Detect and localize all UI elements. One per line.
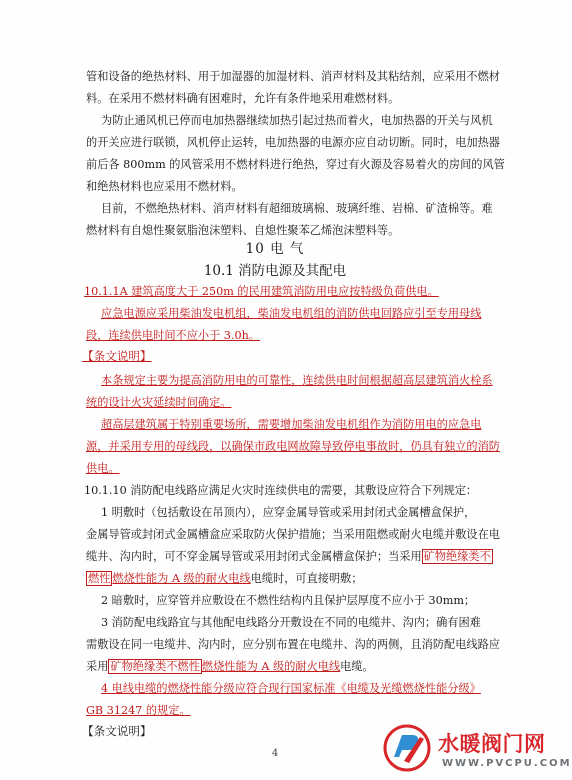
text-run: 电缆。 xyxy=(340,660,374,673)
explanation-line: 本条规定主要为提高消防用电的可靠性，连续供电时间根据超高层建筑消火栓系 xyxy=(101,374,493,387)
paragraph-line: 目前，不燃绝热材料、消声材料有超细玻璃棉、玻璃纤维、岩棉、矿渣棉等。难 xyxy=(101,202,493,215)
chapter-title: 10 电 气 xyxy=(245,241,305,257)
watermark-brand: 水暖阀门网 xyxy=(438,732,546,756)
paragraph-line: 前后各 800mm 的风管采用不燃材料进行绝热，穿过有火源及容易着火的房间的风管 xyxy=(86,158,505,171)
clause-10-1-1a-title: 10.1.1A 建筑高度大于 250m 的民用建筑消防用电应按特级负荷供电。 xyxy=(84,285,439,298)
text-run: 采用 xyxy=(86,660,109,673)
explanation-line: 供电。 xyxy=(86,462,120,475)
clause-line xyxy=(86,546,496,568)
clause-line: GB 31247 的规定。 xyxy=(86,704,191,717)
explanation-line: 超高层建筑属于特别重要场所，需要增加柴油发电机组作为消防用电的应急电 xyxy=(101,418,482,431)
section-title: 10.1 消防电源及其配电 xyxy=(203,263,347,279)
clause-line: 金属导管或封闭式金属槽盒应采取防火保护措施；当采用阻燃或耐火电缆并敷设在电 xyxy=(86,528,500,541)
clause-line: 段，连续供电时间不应小于 3.0h。 xyxy=(86,329,260,342)
watermark-logo xyxy=(382,723,572,778)
paragraph-line: 燃材料有自熄性聚氨脂泡沫塑料、自熄性聚苯乙烯泡沫塑料等。 xyxy=(86,224,400,237)
inserted-phrase: 燃烧性能为 A 级的耐火电线 xyxy=(201,660,341,673)
clause-item-1: 1 明敷时（包括敷设在吊顶内），应穿金属导管或采用封闭式金属槽盒保护， xyxy=(101,506,476,519)
struck-phrase: 矿物绝缘类不燃性 xyxy=(110,660,200,673)
explanation-label: 【条文说明】 xyxy=(82,349,152,363)
clause-item-2: 2 暗敷时，应穿管并应敷设在不燃性结构内且保护层厚度不应小于 30mm； xyxy=(101,594,476,607)
clause-10-1-10-title: 10.1.10 消防配电线路应满足火灾时连续供电的需要，其敷设应符合下列规定： xyxy=(84,484,478,497)
paragraph-line: 管和设备的绝热材料、用于加湿器的加湿材料、消声材料及其粘结剂，应采用不燃材 xyxy=(86,70,500,83)
valve-logo-icon xyxy=(382,723,432,773)
text-run: 电缆时，可直接明敷； xyxy=(250,572,363,585)
paragraph-line: 的开关应进行联锁，风机停止运转，电加热器的电源亦应自动切断。同时，电加热器 xyxy=(86,136,500,149)
watermark-url: WWW.PVCPU.COM xyxy=(442,758,572,769)
explanation-label: 【条文说明】 xyxy=(82,724,152,738)
clause-item-4: 4 电线电缆的燃烧性能分级应符合现行国家标准《电缆及光缆燃烧性能分级》 xyxy=(101,682,481,695)
text-run: 缆井、沟内时，可不穿金属导管或采用封闭式金属槽盒保护；当采用 xyxy=(86,550,422,563)
struck-phrase: 矿物绝缘类不 xyxy=(423,550,491,563)
clause-line xyxy=(86,656,496,678)
page-number: 4 xyxy=(271,748,279,759)
clause-item-3: 3 消防配电线路宜与其他配电线路分开敷设在不同的电缆井、沟内；确有困难 xyxy=(101,616,481,629)
clause-line: 应急电源应采用柴油发电机组，柴油发电机组的消防供电回路应引至专用母线 xyxy=(101,307,482,320)
explanation-line: 统的设计火灾延续时间确定。 xyxy=(86,396,232,409)
paragraph-line: 料。在采用不燃材料确有困难时，允许有条件地采用难燃材料。 xyxy=(86,92,400,105)
clause-line xyxy=(86,568,496,590)
struck-phrase: 燃性 xyxy=(88,572,111,585)
paragraph-line: 和绝热材料也应采用不燃材料。 xyxy=(86,180,243,193)
inserted-phrase: 燃烧性能为 A 级的耐火电线 xyxy=(112,572,251,585)
explanation-line: 源，并采用专用的母线段，以确保市政电网故障导致停电事故时，仍具有独立的消防 xyxy=(86,440,500,453)
clause-line: 需敷设在同一电缆井、沟内时，应分别布置在电缆井、沟的两侧，且消防配电线路应 xyxy=(86,638,500,651)
paragraph-line: 为防止通风机已停而电加热器继续加热引起过热而着火，电加热器的开关与风机 xyxy=(101,114,493,127)
